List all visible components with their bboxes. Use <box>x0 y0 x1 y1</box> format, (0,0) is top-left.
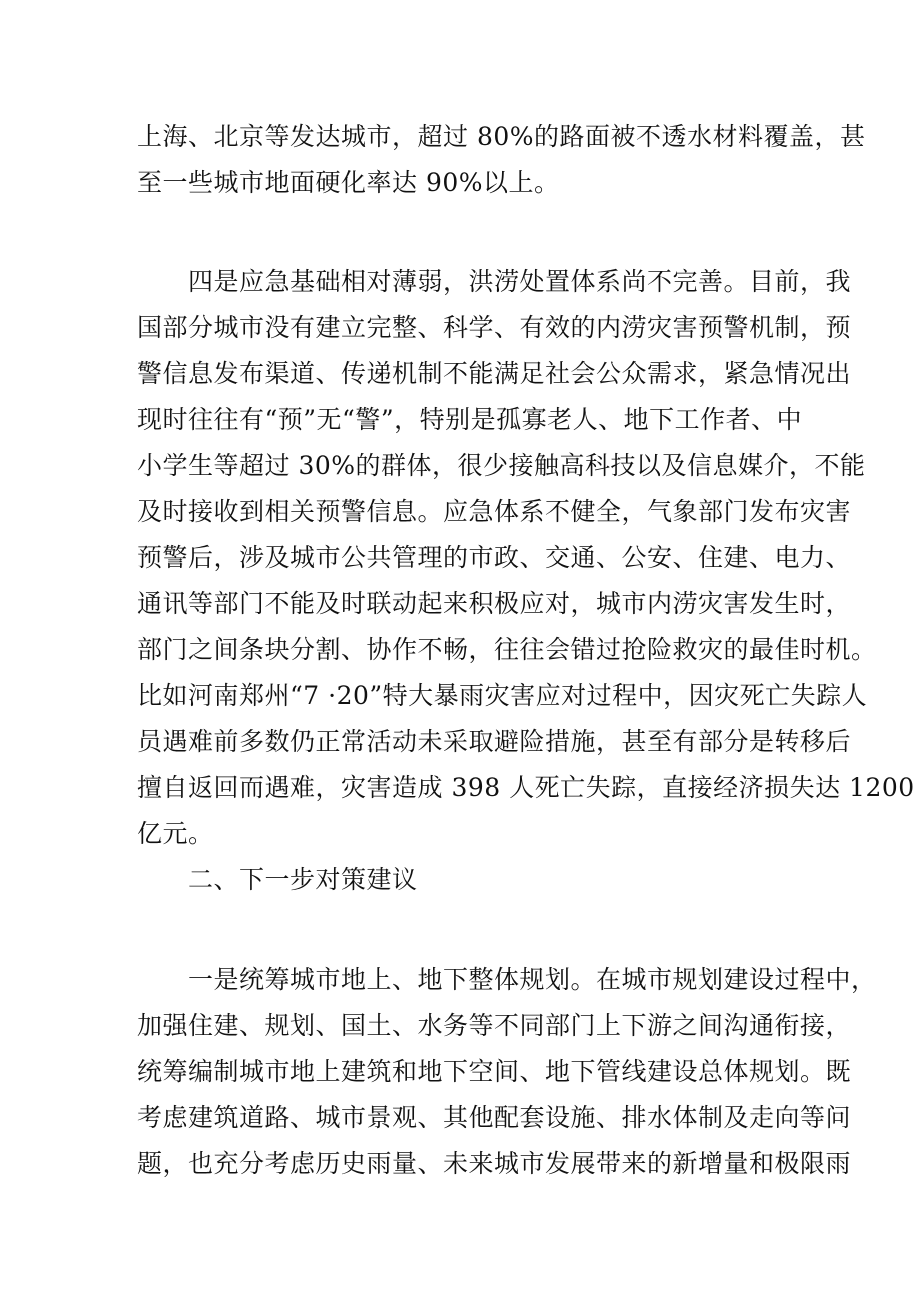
text-line: 警信息发布渠道、传递机制不能满足社会公众需求，紧急情况出 <box>137 359 852 388</box>
text-line: 一是统筹城市地上、地下整体规划。在城市规划建设过程中， <box>188 965 877 994</box>
text-line: 国部分城市没有建立完整、科学、有效的内涝灾害预警机制，预 <box>137 313 852 342</box>
text-line: 通讯等部门不能及时联动起来积极应对，城市内涝灾害发生时， <box>137 589 852 618</box>
text-line: 统筹编制城市地上建筑和地下空间、地下管线建设总体规划。既 <box>137 1057 852 1086</box>
text-line: 部门之间条块分割、协作不畅，往往会错过抢险救灾的最佳时机。 <box>137 635 877 664</box>
text-line: 四是应急基础相对薄弱，洪涝处置体系尚不完善。目前，我 <box>188 267 852 296</box>
section-heading: 二、下一步对策建议 <box>188 865 418 894</box>
text-line: 擅自返回而遇难，灾害造成 398 人死亡失踪，直接经济损失达 1200 <box>137 773 915 802</box>
text-line: 亿元。 <box>137 819 214 848</box>
text-line: 至一些城市地面硬化率达 90%以上。 <box>137 168 560 197</box>
text-line: 考虑建筑道路、城市景观、其他配套设施、排水体制及走向等问 <box>137 1103 852 1132</box>
text-line: 预警后，涉及城市公共管理的市政、交通、公安、住建、电力、 <box>137 543 852 572</box>
text-line: 小学生等超过 30%的群体，很少接触高科技以及信息媒介，不能 <box>137 451 866 480</box>
text-line: 比如河南郑州“7 ·20”特大暴雨灾害应对过程中，因灾死亡失踪人 <box>137 681 868 710</box>
text-line: 加强住建、规划、国土、水务等不同部门上下游之间沟通衔接， <box>137 1011 852 1040</box>
text-line: 员遇难前多数仍正常活动未采取避险措施，甚至有部分是转移后 <box>137 727 852 756</box>
text-line: 现时往往有“预”无“警”，特别是孤寡老人、地下工作者、中 <box>137 405 803 434</box>
text-line: 上海、北京等发达城市，超过 80%的路面被不透水材料覆盖，甚 <box>137 122 866 151</box>
text-line: 题，也充分考虑历史雨量、未来城市发展带来的新增量和极限雨 <box>137 1149 852 1178</box>
text-line: 及时接收到相关预警信息。应急体系不健全，气象部门发布灾害 <box>137 497 852 526</box>
